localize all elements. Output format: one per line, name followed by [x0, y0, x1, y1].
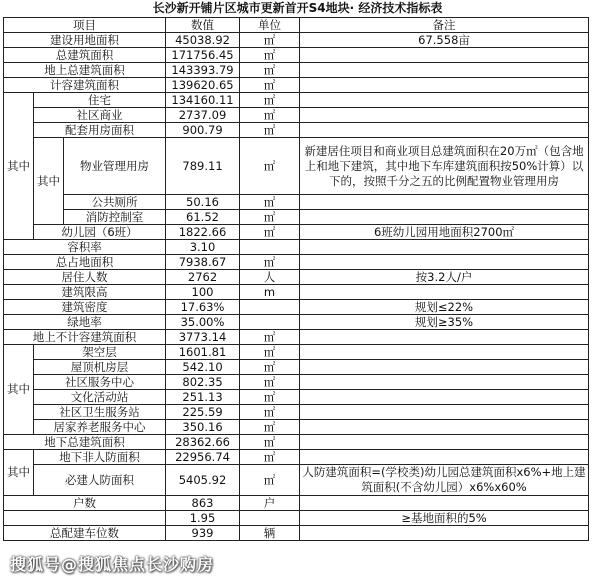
row-label: 地下非人防面积 [34, 450, 166, 465]
row-value: 939 [166, 526, 240, 541]
row-unit [240, 300, 300, 315]
row-note [300, 405, 589, 420]
table-row [4, 511, 589, 526]
table-row [4, 225, 589, 240]
row-note [300, 450, 589, 465]
row-value: 2737.09 [166, 108, 240, 123]
row-value: 802.35 [166, 375, 240, 390]
row-label: 地下总建筑面积 [4, 435, 166, 450]
row-value: 22956.74 [166, 450, 240, 465]
row-unit: 辆 [240, 526, 300, 541]
row-unit: ㎡ [240, 390, 300, 405]
row-unit: m [240, 285, 300, 300]
row-value: 143393.79 [166, 63, 240, 78]
table-row [4, 255, 589, 270]
row-label: 幼儿园（6班） [34, 225, 166, 240]
row-unit: ㎡ [240, 108, 300, 123]
table-row [4, 450, 589, 465]
row-unit [240, 315, 300, 330]
row-note [300, 285, 589, 300]
row-label: 总占地面积 [4, 255, 166, 270]
row-unit: ㎡ [240, 420, 300, 435]
row-unit: ㎡ [240, 375, 300, 390]
row-value: 789.11 [166, 138, 240, 195]
row-unit: ㎡ [240, 465, 300, 496]
group-label: 其中 [4, 450, 34, 496]
row-value: 2762 [166, 270, 240, 285]
row-label: 地上不计容建筑面积 [4, 330, 166, 345]
row-value: 1822.66 [166, 225, 240, 240]
table-row [4, 330, 589, 345]
table-row [4, 123, 589, 138]
row-unit [240, 511, 300, 526]
row-value: 28362.66 [166, 435, 240, 450]
row-label: 户数 [4, 496, 166, 511]
row-label: 物业管理用房 [64, 138, 166, 195]
row-unit: 人 [240, 270, 300, 285]
subgroup-label: 其中 [34, 138, 64, 225]
row-note [300, 255, 589, 270]
row-label: 公共厕所 [64, 195, 166, 210]
row-value: 61.52 [166, 210, 240, 225]
page-title: 长沙新开铺片区城市更新首开S4地块· 经济技术指标表 [152, 1, 443, 15]
row-note [300, 48, 589, 63]
row-note: 新建居住项目和商业项目总建筑面积在20万㎡（包含地上和地下建筑，其中地下车库建筑面积按50%计算）以下的，按照千分之五的比例配置物业管理用房 [300, 138, 589, 195]
table-row [4, 420, 589, 435]
row-note [300, 330, 589, 345]
row-label: 文化活动站 [34, 390, 166, 405]
table-row [4, 93, 589, 108]
row-unit: ㎡ [240, 33, 300, 48]
row-label: 居住人数 [4, 270, 166, 285]
row-value: 350.16 [166, 420, 240, 435]
row-value: 1.95 [166, 511, 240, 526]
table-row [4, 345, 589, 360]
row-value: 225.59 [166, 405, 240, 420]
row-unit [240, 240, 300, 255]
table-row [4, 375, 589, 390]
table-row [4, 195, 589, 210]
row-unit: ㎡ [240, 330, 300, 345]
row-label: 总建筑面积 [4, 48, 166, 63]
row-label: 总配建车位数 [4, 526, 166, 541]
row-label: 容积率 [4, 240, 166, 255]
row-label: 居家养老服务中心 [34, 420, 166, 435]
row-label: 住宅 [34, 93, 166, 108]
table-row [4, 138, 589, 195]
row-unit: ㎡ [240, 225, 300, 240]
row-unit: ㎡ [240, 450, 300, 465]
table-row [4, 108, 589, 123]
row-note [300, 108, 589, 123]
table-row [4, 48, 589, 63]
row-value: 17.63% [166, 300, 240, 315]
row-unit: ㎡ [240, 435, 300, 450]
indicator-table [3, 17, 589, 541]
row-unit: ㎡ [240, 63, 300, 78]
row-label: 建设用地面积 [4, 33, 166, 48]
watermark: 搜狐号@搜狐焦点长沙购房 [10, 555, 215, 574]
header-item: 项目 [4, 18, 166, 33]
row-note [300, 435, 589, 450]
row-note [300, 526, 589, 541]
table-row [4, 435, 589, 450]
row-note [300, 375, 589, 390]
row-note: 6班幼儿园用地面积2700㎡ [300, 225, 589, 240]
row-note [300, 420, 589, 435]
table-row [4, 33, 589, 48]
row-value: 7938.67 [166, 255, 240, 270]
row-label: 社区商业 [34, 108, 166, 123]
row-value: 35.00% [166, 315, 240, 330]
row-label: 绿地率 [4, 315, 166, 330]
row-unit: ㎡ [240, 405, 300, 420]
row-unit: ㎡ [240, 345, 300, 360]
row-label: 屋顶机房层 [34, 360, 166, 375]
table-row [4, 78, 589, 93]
row-value: 3773.14 [166, 330, 240, 345]
row-note: 规划≤22% [300, 300, 589, 315]
row-unit: ㎡ [240, 138, 300, 195]
row-unit: ㎡ [240, 123, 300, 138]
row-value: 100 [166, 285, 240, 300]
row-label: 架空层 [34, 345, 166, 360]
row-label: 消防控制室 [64, 210, 166, 225]
row-value: 1601.81 [166, 345, 240, 360]
row-unit: ㎡ [240, 210, 300, 225]
row-note: 人防建筑面积=(学校类)幼儿园总建筑面积x6%+地上建筑面积(不含幼儿园）x6%x60% [300, 465, 589, 496]
row-label: 配套用房面积 [34, 123, 166, 138]
group-label: 其中 [4, 93, 34, 240]
row-label: 建筑密度 [4, 300, 166, 315]
group-label: 其中 [4, 345, 34, 435]
row-value: 50.16 [166, 195, 240, 210]
row-note [300, 78, 589, 93]
row-unit: ㎡ [240, 93, 300, 108]
row-label: 地上总建筑面积 [4, 63, 166, 78]
row-value: 542.10 [166, 360, 240, 375]
row-value: 5405.92 [166, 465, 240, 496]
row-unit: 户 [240, 496, 300, 511]
row-note [300, 63, 589, 78]
table-row [4, 210, 589, 225]
row-value: 134160.11 [166, 93, 240, 108]
row-note [300, 240, 589, 255]
row-label [4, 511, 166, 526]
row-note [300, 123, 589, 138]
row-note: 规划≥35% [300, 315, 589, 330]
row-value: 3.10 [166, 240, 240, 255]
row-value: 900.79 [166, 123, 240, 138]
row-label: 社区服务中心 [34, 375, 166, 390]
table-row [4, 240, 589, 255]
row-label: 必建人防面积 [34, 465, 166, 496]
header-note: 备注 [300, 18, 589, 33]
table-row [4, 390, 589, 405]
row-note: 按3.2人/户 [300, 270, 589, 285]
table-row [4, 526, 589, 541]
row-label: 建筑限高 [4, 285, 166, 300]
row-note [300, 93, 589, 108]
table-row [4, 465, 589, 496]
header-unit: 单位 [240, 18, 300, 33]
row-value: 251.13 [166, 390, 240, 405]
table-row [4, 63, 589, 78]
row-note: ≥基地面积的5% [300, 511, 589, 526]
row-note [300, 496, 589, 511]
row-note: 67.558亩 [300, 33, 589, 48]
row-note [300, 360, 589, 375]
table-row [4, 405, 589, 420]
row-label: 计容建筑面积 [4, 78, 166, 93]
table-header-row [4, 18, 589, 33]
row-note [300, 345, 589, 360]
table-row [4, 285, 589, 300]
row-label: 社区卫生服务站 [34, 405, 166, 420]
row-note [300, 195, 589, 210]
row-unit: ㎡ [240, 255, 300, 270]
table-row [4, 360, 589, 375]
row-unit: ㎡ [240, 195, 300, 210]
row-value: 45038.92 [166, 33, 240, 48]
row-value: 863 [166, 496, 240, 511]
row-unit: ㎡ [240, 48, 300, 63]
table-row [4, 496, 589, 511]
row-note [300, 210, 589, 225]
row-unit: ㎡ [240, 360, 300, 375]
table-row [4, 270, 589, 285]
header-value: 数值 [166, 18, 240, 33]
table-row [4, 315, 589, 330]
row-note [300, 390, 589, 405]
row-value: 139620.65 [166, 78, 240, 93]
row-unit: ㎡ [240, 78, 300, 93]
table-row [4, 300, 589, 315]
row-value: 171756.45 [166, 48, 240, 63]
